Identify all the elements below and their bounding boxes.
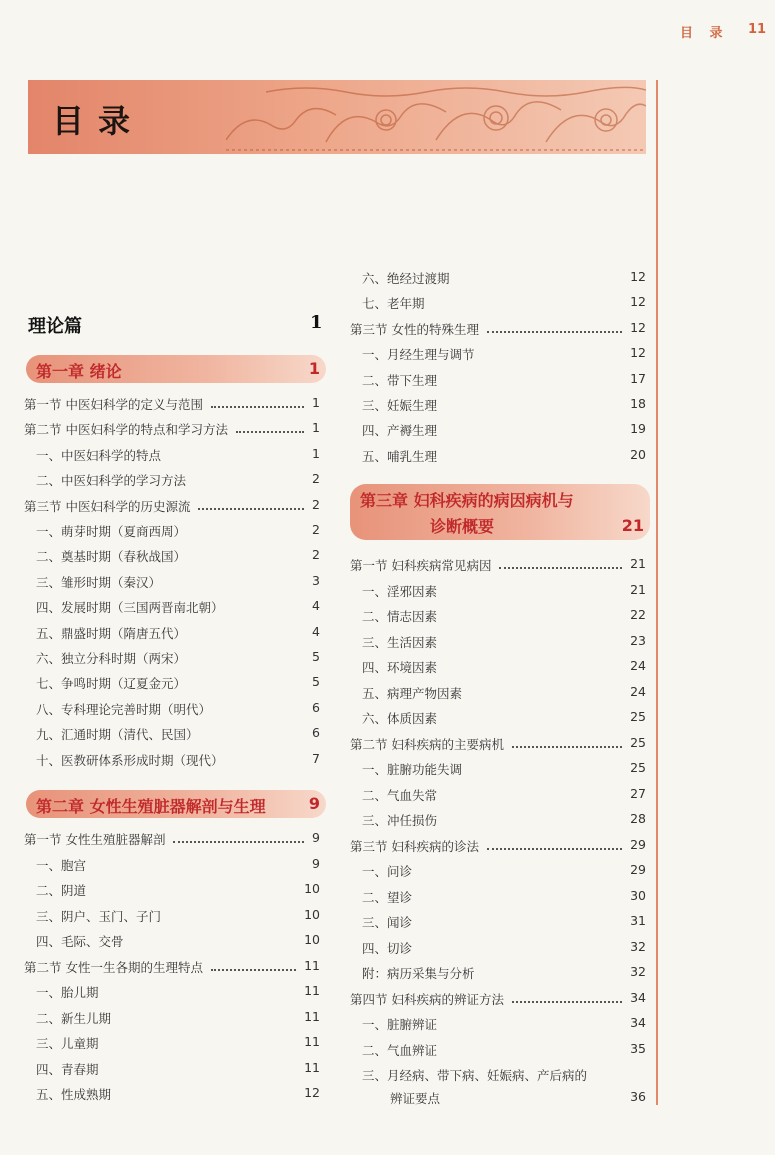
dot-leader bbox=[512, 987, 622, 1003]
dot-leader bbox=[236, 417, 304, 433]
toc-entry-text: 十、医教研体系形成时期（现代） bbox=[36, 752, 224, 768]
toc-entry-page: 34 bbox=[630, 1015, 646, 1030]
toc-entry-text: 第二节 女性一生各期的生理特点 bbox=[24, 959, 203, 975]
toc-entry-page: 11 bbox=[304, 1008, 320, 1024]
toc-entry-text: 第三节 女性的特殊生理 bbox=[350, 321, 479, 337]
toc-entry-text: 五、哺乳生理 bbox=[362, 448, 438, 464]
toc-item-entry[interactable] bbox=[24, 697, 320, 719]
chapter-2-page: 9 bbox=[308, 794, 320, 813]
toc-entry-text: 第三节 妇科疾病的诊法 bbox=[350, 838, 479, 854]
toc-entry-page: 20 bbox=[630, 446, 646, 462]
toc-item-entry[interactable] bbox=[24, 595, 320, 617]
toc-section-entry[interactable] bbox=[24, 494, 320, 516]
toc-entry-page: 25 bbox=[630, 760, 646, 775]
toc-item-entry[interactable] bbox=[24, 570, 320, 592]
chapter-3-title-line2: 诊断概要 bbox=[430, 517, 495, 536]
toc-entry-page: 25 bbox=[630, 709, 646, 724]
toc-entry-page: 22 bbox=[630, 607, 646, 622]
toc-section-entry[interactable] bbox=[24, 955, 320, 977]
toc-entry-page: 28 bbox=[630, 811, 646, 826]
toc-entry-text: 辨证要点 bbox=[390, 1091, 441, 1106]
running-header-page-number: 11 bbox=[748, 22, 767, 37]
toc-entry-page: 29 bbox=[630, 836, 646, 852]
toc-entry-text: 二、情志因素 bbox=[362, 609, 438, 624]
toc-entry-text: 一、淫邪因素 bbox=[362, 583, 438, 599]
toc-entry-text: 第二节 妇科疾病的主要病机 bbox=[350, 736, 504, 752]
toc-item-entry[interactable] bbox=[24, 443, 320, 465]
toc-entry-text: 五、鼎盛时期（隋唐五代） bbox=[36, 625, 187, 641]
toc-item-entry[interactable] bbox=[24, 1082, 320, 1104]
contents-title: 目录 bbox=[52, 102, 145, 140]
toc-entry-page: 6 bbox=[312, 699, 320, 715]
toc-entry-page: 21 bbox=[630, 556, 646, 571]
toc-item-entry[interactable] bbox=[350, 1038, 646, 1060]
toc-item-entry[interactable] bbox=[350, 266, 646, 288]
toc-entry-page: 18 bbox=[630, 396, 646, 411]
toc-section-entry[interactable] bbox=[350, 317, 646, 339]
toc-item-entry[interactable] bbox=[350, 757, 646, 779]
toc-entry-page: 27 bbox=[630, 785, 646, 801]
chapter-2-header[interactable] bbox=[26, 790, 326, 818]
toc-entry-page: 24 bbox=[630, 683, 646, 699]
dot-leader bbox=[198, 494, 304, 510]
dot-leader bbox=[487, 317, 622, 333]
contents-banner bbox=[28, 80, 646, 154]
toc-entry-text: 一、中医妇科学的特点 bbox=[36, 447, 162, 463]
toc-entry-text: 一、胞宫 bbox=[36, 857, 87, 873]
toc-entry-page: 5 bbox=[312, 674, 320, 690]
toc-entry-page: 11 bbox=[304, 1059, 320, 1075]
toc-item-entry[interactable] bbox=[350, 630, 646, 652]
toc-entry-text: 四、产褥生理 bbox=[362, 423, 438, 439]
toc-entry-text: 九、汇通时期（清代、民国） bbox=[36, 727, 199, 743]
toc-entry-page: 24 bbox=[630, 658, 646, 673]
toc-entry-page: 4 bbox=[312, 623, 320, 639]
toc-entry-text: 三、儿童期 bbox=[36, 1036, 99, 1051]
toc-entry-text: 四、切诊 bbox=[362, 940, 413, 956]
toc-entry-text: 一、萌芽时期（夏商西周） bbox=[36, 524, 187, 539]
toc-item-entry[interactable] bbox=[350, 681, 646, 703]
toc-item-entry[interactable] bbox=[24, 1057, 320, 1079]
toc-item-entry[interactable] bbox=[350, 418, 646, 440]
toc-entry-page: 6 bbox=[312, 725, 320, 741]
toc-entry-page: 4 bbox=[312, 598, 320, 614]
dot-leader bbox=[487, 834, 622, 850]
toc-entry-page: 31 bbox=[630, 913, 646, 928]
toc-entry-text: 第二节 中医妇科学的特点和学习方法 bbox=[24, 422, 228, 438]
toc-entry-page: 17 bbox=[630, 370, 646, 386]
toc-entry-text: 四、青春期 bbox=[36, 1061, 99, 1077]
toc-item-entry[interactable] bbox=[24, 1031, 320, 1053]
toc-section-entry[interactable] bbox=[24, 417, 320, 439]
toc-entry-text: 四、毛际、交骨 bbox=[36, 934, 124, 949]
toc-entry-text: 七、争鸣时期（辽夏金元） bbox=[36, 676, 187, 692]
toc-item-entry[interactable] bbox=[350, 910, 646, 932]
toc-entry-text: 六、体质因素 bbox=[362, 711, 438, 726]
toc-entry-page: 1 bbox=[312, 420, 320, 436]
toc-entry-page: 12 bbox=[304, 1085, 320, 1100]
toc-item-entry[interactable] bbox=[24, 544, 320, 566]
chapter-2-title: 第二章 女性生殖脏器解剖与生理 bbox=[36, 797, 266, 816]
toc-entry-text: 一、问诊 bbox=[362, 864, 413, 879]
toc-section-entry[interactable] bbox=[24, 392, 320, 414]
toc-entry-page: 12 bbox=[630, 294, 646, 310]
toc-entry-text: 三、生活因素 bbox=[362, 634, 438, 650]
toc-entry-text: 第一节 妇科疾病常见病因 bbox=[350, 558, 492, 573]
toc-section-entry[interactable] bbox=[24, 827, 320, 849]
toc-entry-text: 第一节 中医妇科学的定义与范围 bbox=[24, 397, 203, 412]
toc-entry-text: 八、专科理论完善时期（明代） bbox=[36, 701, 212, 717]
dot-leader bbox=[499, 553, 622, 569]
toc-item-entry[interactable] bbox=[24, 980, 320, 1002]
part-page: 1 bbox=[310, 312, 323, 333]
toc-entry-text: 一、胎儿期 bbox=[36, 985, 99, 1000]
toc-entry-page: 11 bbox=[304, 1034, 320, 1049]
toc-entry-text: 三、闻诊 bbox=[362, 915, 413, 930]
toc-entry-text: 四、环境因素 bbox=[362, 660, 438, 675]
chapter-1-header[interactable] bbox=[26, 355, 326, 383]
toc-section-entry[interactable] bbox=[350, 553, 646, 575]
toc-entry-text: 三、月经病、带下病、妊娠病、产后病的 bbox=[362, 1068, 588, 1083]
toc-item-entry[interactable] bbox=[24, 904, 320, 926]
toc-entry-page: 29 bbox=[630, 862, 646, 877]
toc-entry-text: 二、阴道 bbox=[36, 883, 87, 898]
toc-entry-page: 32 bbox=[630, 964, 646, 979]
toc-entry-text: 五、性成熟期 bbox=[36, 1087, 112, 1102]
toc-entry-text: 二、中医妇科学的学习方法 bbox=[36, 473, 187, 489]
toc-item-entry[interactable] bbox=[350, 393, 646, 415]
right-margin-rule bbox=[656, 80, 658, 1105]
toc-entry-page: 34 bbox=[630, 989, 646, 1005]
toc-entry-text: 三、冲任损伤 bbox=[362, 813, 438, 828]
toc-item-entry[interactable] bbox=[350, 655, 646, 677]
toc-entry-text: 五、病理产物因素 bbox=[362, 685, 463, 701]
toc-item-entry[interactable] bbox=[350, 885, 646, 907]
toc-entry-page: 12 bbox=[630, 345, 646, 361]
toc-item-entry[interactable] bbox=[350, 859, 646, 881]
toc-item-entry[interactable] bbox=[350, 961, 646, 983]
toc-item-entry[interactable] bbox=[350, 936, 646, 958]
toc-entry-text: 二、新生儿期 bbox=[36, 1010, 112, 1026]
toc-entry-page: 25 bbox=[630, 734, 646, 750]
toc-entry-page: 10 bbox=[304, 881, 320, 896]
toc-entry-text: 第一节 女性生殖脏器解剖 bbox=[24, 832, 166, 847]
toc-item-entry[interactable] bbox=[24, 1006, 320, 1028]
toc-entry-page: 35 bbox=[630, 1040, 646, 1056]
toc-entry-page: 19 bbox=[630, 421, 646, 437]
toc-entry-text: 二、望诊 bbox=[362, 889, 413, 905]
wave-pattern-decoration bbox=[226, 80, 646, 154]
toc-entry-page: 10 bbox=[304, 932, 320, 947]
toc-entry-page: 21 bbox=[630, 581, 646, 597]
toc-entry-text: 二、带下生理 bbox=[362, 372, 438, 388]
chapter-3-header[interactable] bbox=[350, 484, 650, 540]
toc-entry-text: 二、奠基时期（春秋战国） bbox=[36, 549, 187, 565]
toc-entry-text: 三、阴户、玉门、子门 bbox=[36, 908, 162, 924]
toc-entry-text: 二、气血辨证 bbox=[362, 1042, 438, 1058]
toc-item-entry[interactable] bbox=[24, 878, 320, 900]
toc-entry-page: 36 bbox=[630, 1089, 646, 1104]
toc-entry-page: 23 bbox=[630, 632, 646, 648]
toc-item-entry[interactable] bbox=[24, 748, 320, 770]
toc-entry-text: 第三节 中医妇科学的历史源流 bbox=[24, 498, 191, 514]
toc-entry-text: 一、脏腑辨证 bbox=[362, 1017, 438, 1032]
toc-entry-text: 六、独立分科时期（两宋） bbox=[36, 651, 187, 666]
toc-item-entry[interactable] bbox=[24, 519, 320, 541]
toc-item-entry[interactable] bbox=[350, 368, 646, 390]
toc-entry-text: 第四节 妇科疾病的辨证方法 bbox=[350, 991, 504, 1007]
toc-entry-text: 四、发展时期（三国两晋南北朝） bbox=[36, 600, 224, 616]
toc-entry-page: 1 bbox=[312, 395, 320, 410]
toc-section-entry[interactable] bbox=[350, 732, 646, 754]
part-title: 理论篇 bbox=[28, 316, 82, 337]
toc-entry-text: 一、月经生理与调节 bbox=[362, 347, 475, 363]
toc-entry-page: 30 bbox=[630, 887, 646, 903]
toc-entry-page: 7 bbox=[312, 750, 320, 766]
toc-item-entry[interactable] bbox=[24, 929, 320, 951]
toc-entry-page: 11 bbox=[304, 957, 320, 973]
dot-leader bbox=[512, 732, 622, 748]
toc-entry-text: 一、脏腑功能失调 bbox=[362, 762, 463, 777]
toc-section-entry[interactable] bbox=[350, 834, 646, 856]
toc-entry-page: 3 bbox=[312, 572, 320, 588]
chapter-1-title: 第一章 绪论 bbox=[36, 362, 122, 381]
chapter-1-page: 1 bbox=[308, 359, 320, 378]
toc-item-entry[interactable] bbox=[350, 1012, 646, 1034]
toc-item-entry[interactable] bbox=[24, 468, 320, 490]
toc-entry-page: 11 bbox=[304, 983, 320, 998]
chapter-3-page: 21 bbox=[621, 516, 644, 535]
dot-leader bbox=[211, 392, 304, 408]
toc-entry-page: 2 bbox=[312, 547, 320, 563]
running-header-title: 目 录 bbox=[680, 26, 729, 41]
toc-item-entry[interactable] bbox=[24, 646, 320, 668]
toc-entry[interactable] bbox=[350, 1086, 646, 1108]
toc-item-entry[interactable] bbox=[24, 621, 320, 643]
toc-entry-text: 七、老年期 bbox=[362, 296, 425, 312]
toc-item-entry[interactable] bbox=[24, 671, 320, 693]
toc-item-entry[interactable] bbox=[350, 444, 646, 466]
toc-item-entry[interactable] bbox=[350, 579, 646, 601]
toc-entry-text: 六、绝经过渡期 bbox=[362, 271, 450, 286]
dot-leader bbox=[211, 955, 296, 971]
toc-item-entry[interactable] bbox=[24, 722, 320, 744]
toc-entry-text: 二、气血失常 bbox=[362, 787, 438, 803]
toc-entry[interactable] bbox=[350, 1063, 646, 1085]
toc-item-entry[interactable] bbox=[350, 291, 646, 313]
toc-entry-text: 三、雏形时期（秦汉） bbox=[36, 574, 162, 590]
toc-entry-page: 2 bbox=[312, 471, 320, 487]
toc-entry-page: 9 bbox=[312, 855, 320, 871]
toc-section-entry[interactable] bbox=[350, 987, 646, 1009]
toc-item-entry[interactable] bbox=[350, 604, 646, 626]
toc-entry-text: 三、妊娠生理 bbox=[362, 398, 438, 413]
toc-item-entry[interactable] bbox=[24, 853, 320, 875]
toc-entry-text: 附：病历采集与分析 bbox=[362, 966, 475, 981]
toc-entry-page: 12 bbox=[630, 319, 646, 335]
toc-entry-page: 12 bbox=[630, 269, 646, 284]
toc-entry-page: 2 bbox=[312, 496, 320, 512]
toc-item-entry[interactable] bbox=[350, 783, 646, 805]
toc-item-entry[interactable] bbox=[350, 342, 646, 364]
toc-entry-page: 32 bbox=[630, 938, 646, 954]
toc-entry-page: 10 bbox=[304, 906, 320, 922]
toc-item-entry[interactable] bbox=[350, 706, 646, 728]
toc-entry-page: 1 bbox=[312, 445, 320, 461]
toc-entry-page: 5 bbox=[312, 649, 320, 664]
toc-item-entry[interactable] bbox=[350, 808, 646, 830]
toc-entry-page: 2 bbox=[312, 522, 320, 537]
toc-entry-page: 9 bbox=[312, 830, 320, 845]
chapter-3-title-line1: 第三章 妇科疾病的病因病机与 bbox=[360, 491, 574, 510]
dot-leader bbox=[173, 827, 304, 843]
